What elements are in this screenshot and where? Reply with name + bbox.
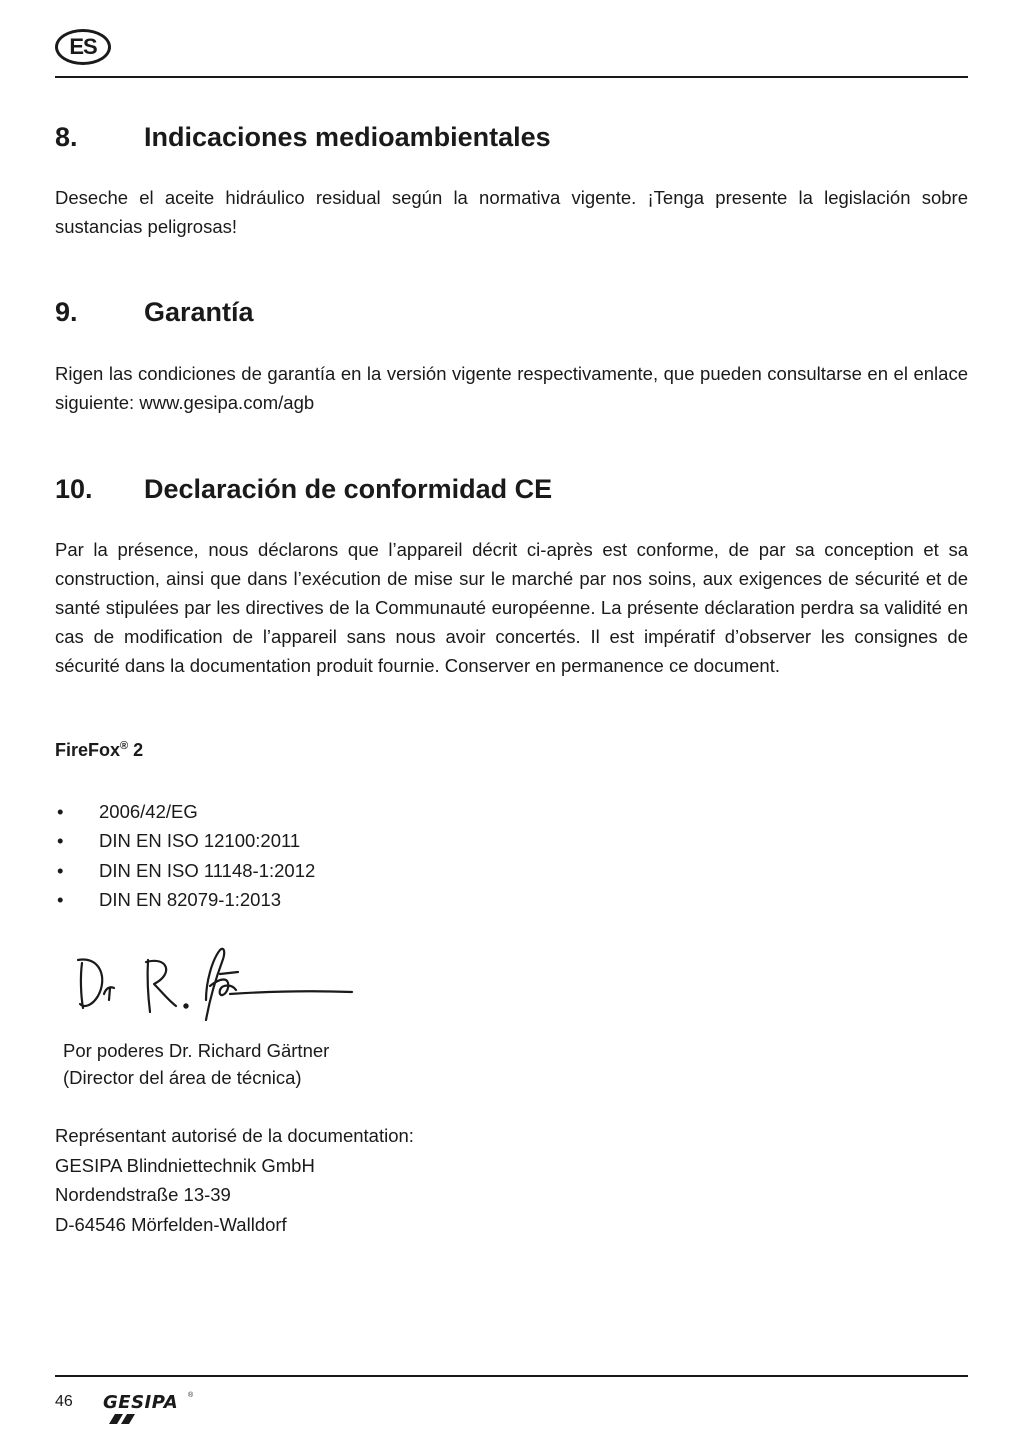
- section-9-title: Garantía: [144, 297, 254, 327]
- signature-image: [70, 938, 360, 1028]
- standards-list: [55, 797, 315, 914]
- address-city: D-64546 Mörfelden-Walldorf: [55, 1213, 287, 1235]
- section-10-title: Declaración de conformidad CE: [144, 474, 553, 504]
- logo-registered-mark: ®: [188, 1392, 194, 1399]
- bullet-icon: •: [57, 859, 64, 881]
- section-10-heading: [55, 473, 968, 505]
- standard-label: 2006/42/EG: [99, 801, 198, 822]
- address-block: [55, 1121, 414, 1239]
- address-street: Nordendstraße 13-39: [55, 1184, 231, 1205]
- section-8-body: Deseche el aceite hidráulico residual según la normativa vigente. ¡Tenga presente la legislación sobre sustancias peligrosas!: [55, 187, 968, 237]
- standard-label: DIN EN ISO 12100:2011: [99, 830, 301, 852]
- logo-stripes-icon: [109, 1414, 149, 1424]
- section-9-number: 9.: [55, 297, 78, 327]
- bullet-icon: •: [57, 801, 64, 822]
- product-name: [55, 740, 143, 761]
- list-item: [55, 797, 315, 826]
- signatory-caption: [63, 1037, 329, 1091]
- section-8-title: Indicaciones medioambientales: [144, 122, 551, 152]
- section-9-body: Rigen las condiciones de garantía en la versión vigente respectivamente, que pueden consultarse en el enlace siguiente: www.gesipa.com/agb: [55, 363, 968, 413]
- section-8-number: 8.: [55, 122, 78, 152]
- product-brand: FireFox: [55, 740, 121, 760]
- list-item: [55, 885, 315, 914]
- bullet-icon: •: [57, 888, 64, 910]
- language-code: ES: [69, 34, 97, 59]
- language-badge: [55, 29, 111, 65]
- bullet-icon: •: [57, 830, 64, 852]
- product-model: 2: [128, 740, 144, 760]
- section-8-heading: [55, 121, 968, 153]
- standard-label: DIN EN ISO 11148-1:2012: [99, 859, 316, 881]
- section-9-heading: [55, 296, 968, 328]
- product-registered-mark: ®: [120, 740, 129, 752]
- gesipa-logo: [103, 1392, 203, 1426]
- header-rule: [55, 76, 968, 78]
- logo-wordmark: GESIPA: [103, 1392, 179, 1413]
- standard-label: DIN EN 82079-1:2013: [99, 888, 282, 910]
- list-item: [55, 826, 315, 855]
- address-company: GESIPA Blindniettechnik GmbH: [55, 1154, 315, 1176]
- signatory-title: (Director del área de técnica): [63, 1067, 302, 1088]
- section-10-body: Par la présence, nous déclarons que l’appareil décrit ci-après est conforme, de par sa conception et sa construction, ainsi que dans l’exécution de mise sur le marché par nos soins, aux exigences de sécurité et de santé stipulées par les directives de la Communauté européenne. La présente déclaration perdra sa validité en cas de modification de l’appareil sans nous avoir concertés. Il est impératif d’observer les consignes de sécurité dans la documentation produit fournie. Conserver en permanence ce document.: [55, 539, 968, 676]
- page-number: 46: [55, 1393, 73, 1410]
- address-label: Représentant autorisé de la documentation:: [55, 1125, 414, 1146]
- section-10-number: 10.: [55, 474, 93, 504]
- footer-rule: [55, 1375, 968, 1377]
- list-item: [55, 856, 315, 885]
- signatory-name: Por poderes Dr. Richard Gärtner: [63, 1040, 330, 1061]
